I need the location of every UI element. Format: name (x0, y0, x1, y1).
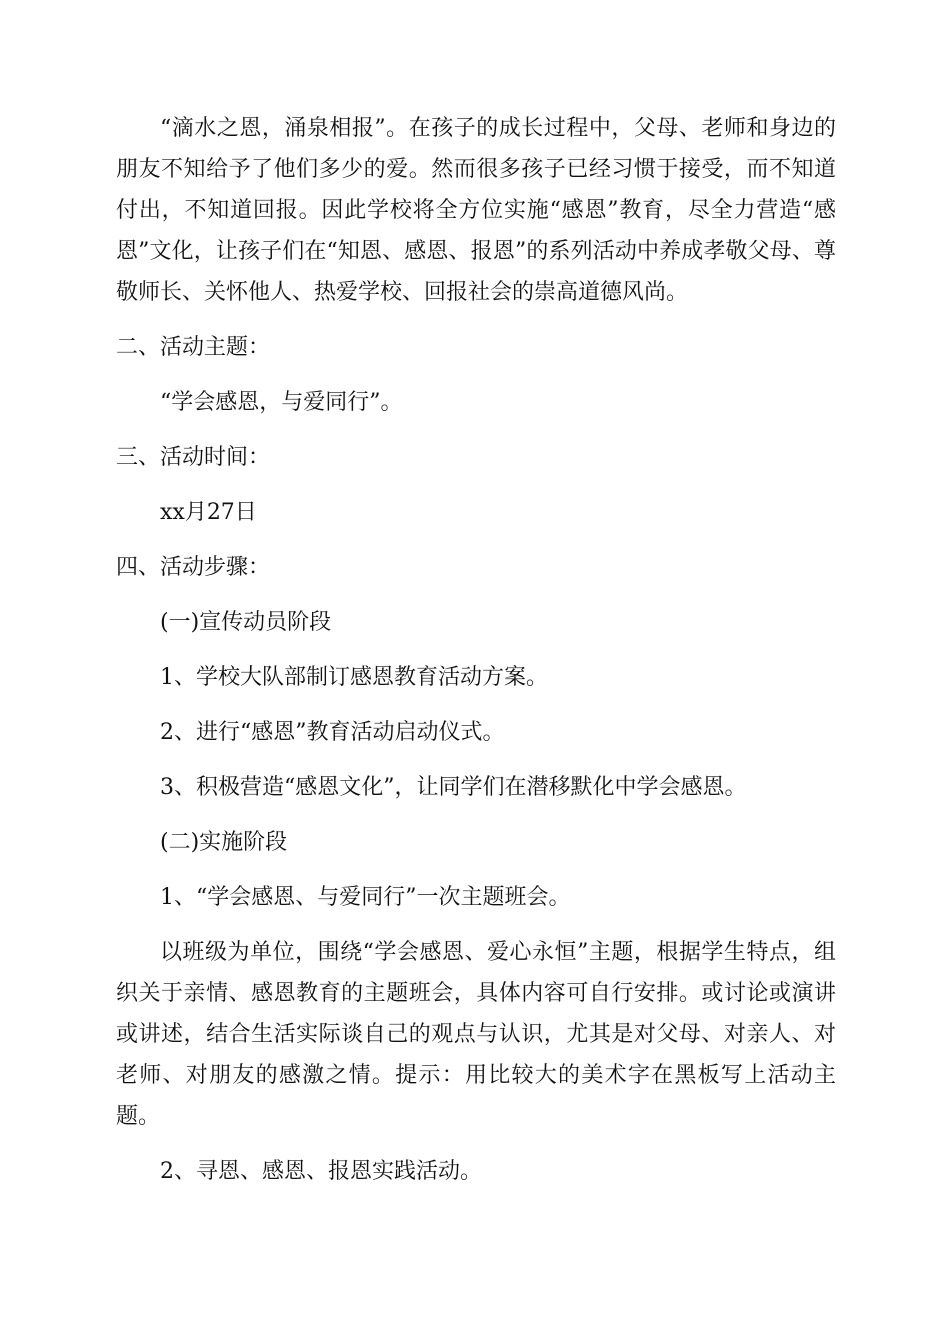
class-meeting-paragraph: 以班级为单位，围绕“学会感恩、爱心永恒”主题，根据学生特点，组织关于亲情、感恩教育的主题班会，具体内容可自行安排。或讨论或演讲或讲述，结合生活实际谈自己的观点与认识，尤其是对父母、对亲人、对老师、对朋友的感激之情。提示：用比较大的美术字在黑板写上活动主题。 (116, 940, 836, 1129)
list-item: 2、寻恩、感恩、报恩实践活动。 (160, 1159, 482, 1184)
list-item: 1、学校大队部制订感恩教育活动方案。 (160, 665, 548, 690)
list-item: 3、积极营造“感恩文化”，让同学们在潜移默化中学会感恩。 (160, 775, 747, 800)
document-body (116, 108, 836, 1192)
theme-text: “学会感恩，与爱同行”。 (160, 390, 403, 415)
time-text: xx月27日 (160, 500, 257, 525)
section-heading-time: 三、活动时间： (116, 445, 271, 470)
list-item: 1、“学会感恩、与爱同行”一次主题班会。 (160, 885, 571, 910)
intro-paragraph: “滴水之恩，涌泉相报”。在孩子的成长过程中，父母、老师和身边的朋友不知给予了他们多少的爱。然而很多孩子已经习惯于接受，而不知道付出，不知道回报。因此学校将全方位实施“感恩”教育，尽全力营造“感恩”文化，让孩子们在“知恩、感恩、报恩”的系列活动中养成孝敬父母、尊敬师长、关怀他人、热爱学校、回报社会的崇高道德风尚。 (116, 116, 836, 305)
list-item: 2、进行“感恩”教育活动启动仪式。 (160, 720, 505, 745)
section-heading-steps: 四、活动步骤： (116, 555, 271, 580)
stage-heading-implementation: (二)实施阶段 (160, 830, 288, 855)
stage-heading-publicity: (一)宣传动员阶段 (160, 610, 332, 635)
section-heading-theme: 二、活动主题： (116, 335, 271, 360)
